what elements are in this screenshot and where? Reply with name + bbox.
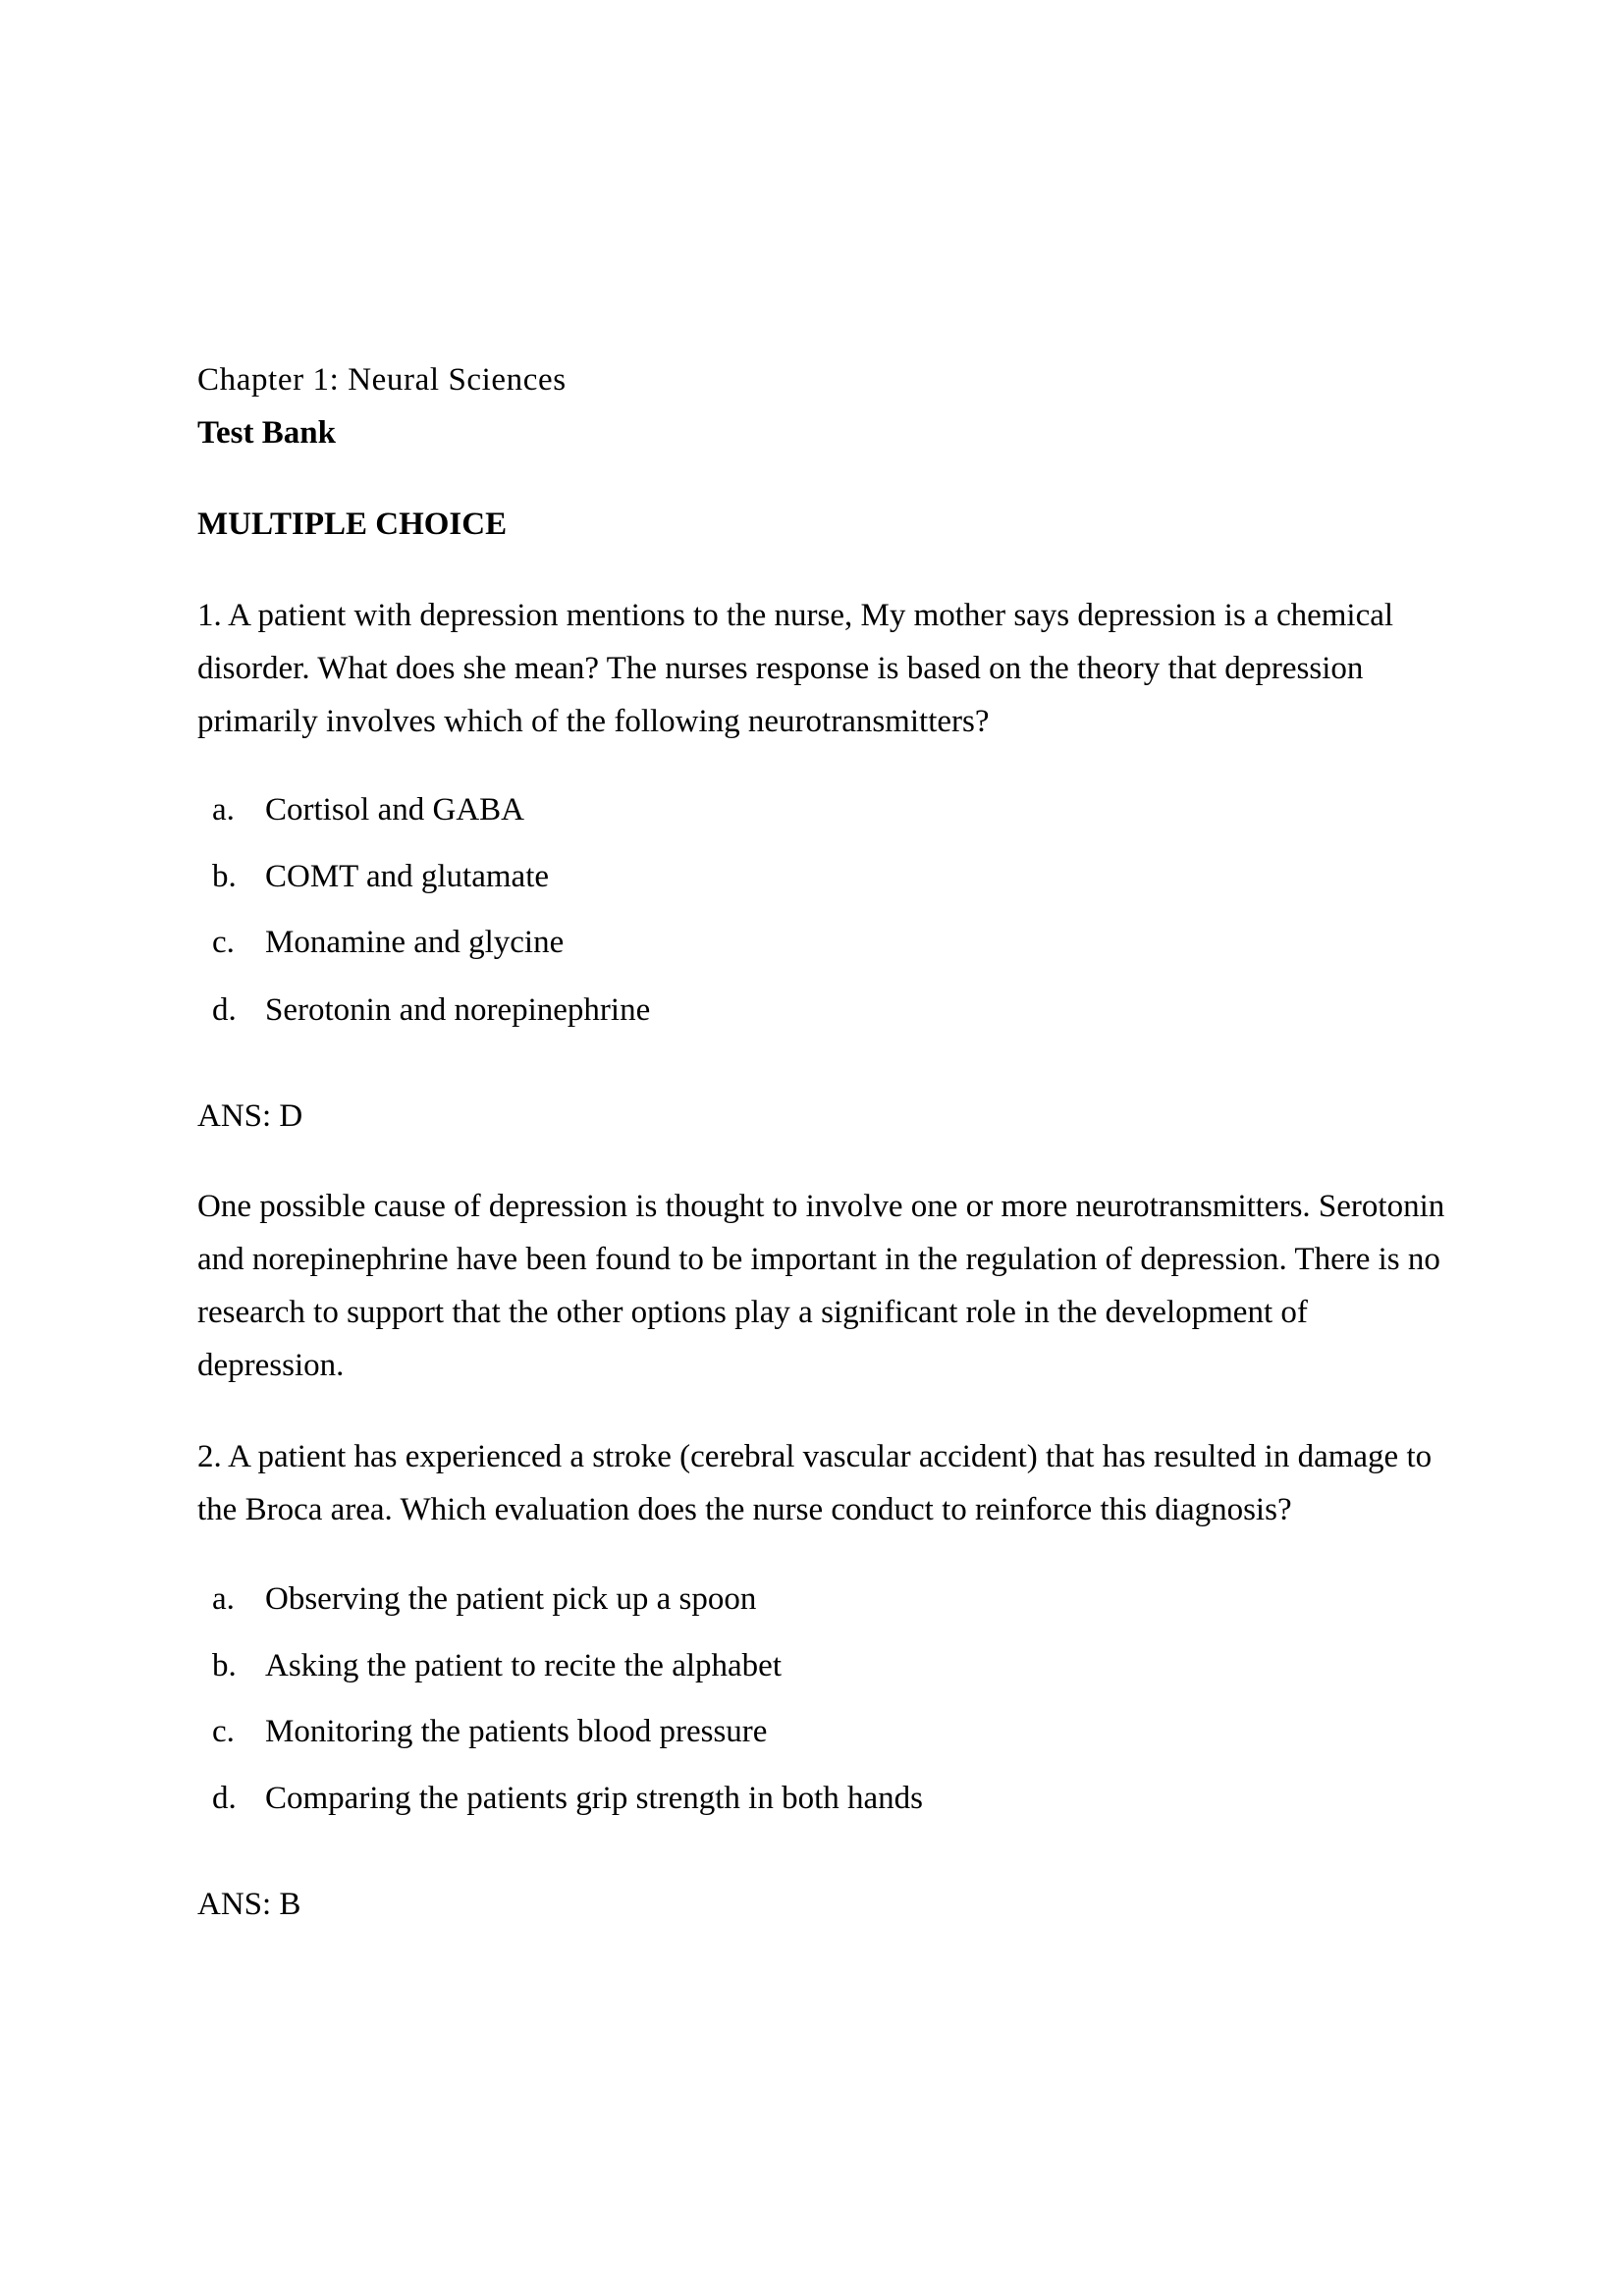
option-text: Monamine and glycine [265,925,565,960]
question-text-line: 1. A patient with depression mentions to the nurse, My mother says depression is a chemical [197,598,1394,633]
subtitle: Test Bank [197,415,336,451]
rationale-line: depression. [197,1348,345,1383]
option-letter: d. [212,992,237,1028]
option-text: Monitoring the patients blood pressure [265,1714,768,1749]
option-text: Cortisol and GABA [265,792,524,828]
option-text: Serotonin and norepinephrine [265,992,651,1028]
rationale-line: One possible cause of depression is thought to involve one or more neurotransmitters. Serotonin [197,1189,1445,1224]
option-text: COMT and glutamate [265,859,550,894]
answer: ANS: B [197,1887,301,1922]
option-text: Comparing the patients grip strength in both hands [265,1781,923,1816]
chapter-title: Chapter 1: Neural Sciences [197,362,567,398]
rationale-line: and norepinephrine have been found to be important in the regulation of depression. There is no [197,1242,1440,1277]
rationale-line: research to support that the other options play a significant role in the development of [197,1295,1308,1330]
question-text-line: the Broca area. Which evaluation does the nurse conduct to reinforce this diagnosis? [197,1492,1292,1527]
question-text-line: disorder. What does she mean? The nurses response is based on the theory that depression [197,651,1364,686]
section-heading: MULTIPLE CHOICE [197,507,508,542]
option-letter: a. [212,1581,235,1617]
option-letter: c. [212,925,235,960]
answer: ANS: D [197,1098,303,1134]
option-letter: d. [212,1781,237,1816]
option-letter: c. [212,1714,235,1749]
option-letter: b. [212,859,237,894]
question-text-line: primarily involves which of the following neurotransmitters? [197,704,990,739]
option-letter: b. [212,1648,237,1683]
question-text-line: 2. A patient has experienced a stroke (cerebral vascular accident) that has resulted in damage to [197,1439,1433,1474]
option-text: Observing the patient pick up a spoon [265,1581,757,1617]
option-letter: a. [212,792,235,828]
option-text: Asking the patient to recite the alphabet [265,1648,782,1683]
